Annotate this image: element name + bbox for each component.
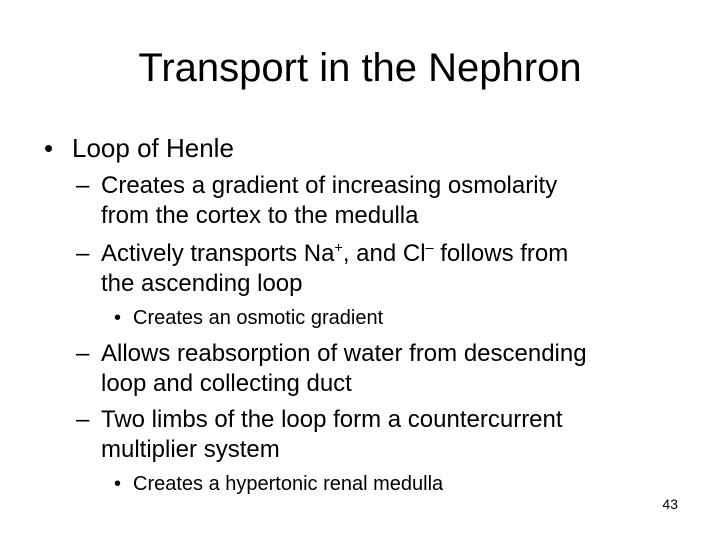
dash-marker: –	[76, 406, 90, 433]
text-segment: , and Cl	[342, 240, 426, 267]
bullet-marker: •	[114, 473, 122, 495]
superscript-plus: +	[334, 240, 343, 257]
page-number: 43	[662, 496, 678, 512]
subsubbullet-text: Creates an osmotic gradient	[133, 307, 384, 329]
subbullet-text-line2: the ascending loop	[101, 270, 303, 297]
subbullet-text-line1: Creates a gradient of increasing osmolarity	[101, 172, 558, 199]
subbullet-text-line2: from the cortex to the medulla	[101, 202, 419, 229]
bullet-marker: •	[114, 307, 122, 329]
dash-marker: –	[76, 240, 90, 267]
subbullet-text-line1: Allows reabsorption of water from descending	[101, 340, 587, 367]
bullet-marker: •	[44, 133, 54, 163]
bullet-text: Loop of Henle	[72, 133, 234, 163]
subbullet-text-line1: Two limbs of the loop form a countercurrent	[101, 406, 563, 433]
superscript-minus: –	[425, 240, 434, 257]
subbullet-text-line1	[101, 240, 568, 268]
text-segment: Actively transports Na	[101, 240, 335, 267]
subbullet-text-line2: multiplier system	[101, 436, 280, 463]
subbullet-text-line2: loop and collecting duct	[101, 370, 352, 397]
slide-title: Transport in the Nephron	[138, 46, 582, 90]
dash-marker: –	[76, 340, 90, 367]
subsubbullet-text: Creates a hypertonic renal medulla	[133, 473, 444, 495]
dash-marker: –	[76, 172, 90, 199]
text-segment: follows from	[433, 240, 569, 267]
